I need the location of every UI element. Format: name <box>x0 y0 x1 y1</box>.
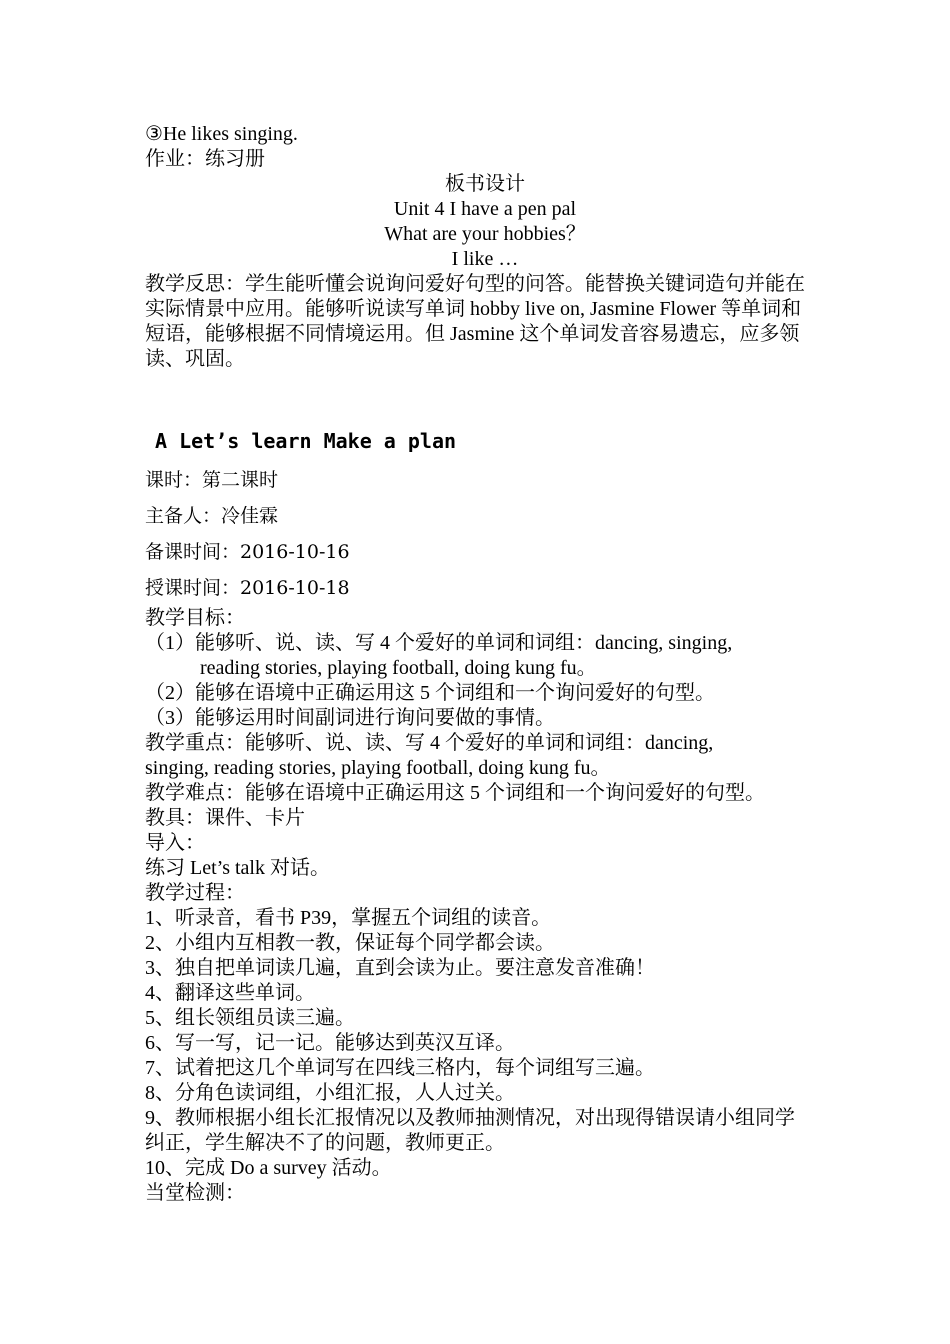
board-design-title: 板书设计 <box>445 173 525 195</box>
process-step: 5、组长领组员读三遍。 <box>145 1007 355 1029</box>
key-point-line-1: 教学重点：能够听、说、读、写 4 个爱好的单词和词组：dancing, <box>145 732 714 754</box>
process-step: 2、小组内互相教一教，保证每个同学都会读。 <box>145 932 555 954</box>
intro-text: 练习 Let’s talk 对话。 <box>145 857 330 879</box>
goal-2: （2）能够在语境中正确运用这 5 个词组和一个询问爱好的句型。 <box>145 682 715 704</box>
key-point-line-2: singing, reading stories, playing football, doing kung fu。 <box>145 757 611 779</box>
process-step: 4、翻译这些单词。 <box>145 982 315 1004</box>
in-class-check-label: 当堂检测： <box>145 1182 245 1204</box>
teaching-reflection: 教学反思：学生能听懂会说询问爱好句型的问答。能替换关键词造句并能在实际情景中应用。能够听说读写单词 hobby live on, Jasmine Flower 等单词和短语，能够根据不同情境运用。但 Jasmine 这个单词发音容易遗忘，应多领读、巩固。 <box>145 273 805 370</box>
difficulty-line: 教学难点：能够在语境中正确运用这 5 个词组和一个询问爱好的句型。 <box>145 782 765 804</box>
goal-1-line-2: reading stories, playing football, doing kung fu。 <box>200 657 597 679</box>
board-question-line: What are your hobbies？ <box>384 223 586 245</box>
document-page <box>145 122 825 1206</box>
process-step: 8、分角色读词组，小组汇报，人人过关。 <box>145 1082 515 1104</box>
board-answer-line: I like … <box>451 248 519 270</box>
process-step: 9、教师根据小组长汇报情况以及教师抽测情况，对出现得错误请小组同学纠正，学生解决不了的问题，教师更正。 <box>145 1107 795 1154</box>
goal-1-line-1: （1）能够听、说、读、写 4 个爱好的单词和词组：dancing, singing, <box>145 632 733 654</box>
teaching-tools: 教具：课件、卡片 <box>145 807 305 829</box>
section-title: A Let’s learn Make a plan <box>155 429 457 453</box>
process-step: 1、听录音，看书 P39，掌握五个词组的读音。 <box>145 907 552 929</box>
process-label: 教学过程： <box>145 882 245 904</box>
homework-line: 作业：练习册 <box>145 148 265 170</box>
intro-label: 导入： <box>145 832 205 854</box>
example-sentence: ③He likes singing. <box>145 123 298 145</box>
process-step: 3、独自把单词读几遍，直到会读为止。要注意发音准确！ <box>145 957 655 979</box>
goal-3: （3）能够运用时间副词进行询问要做的事情。 <box>145 707 555 729</box>
process-step: 6、写一写，记一记。能够达到英汉互译。 <box>145 1032 515 1054</box>
preparation-date: 备课时间：2016-10-16 <box>145 541 350 563</box>
lesson-period: 课时：第二课时 <box>145 469 279 491</box>
goals-label: 教学目标： <box>145 607 245 629</box>
process-step: 7、试着把这几个单词写在四线三格内，每个词组写三遍。 <box>145 1057 655 1079</box>
teaching-date: 授课时间：2016-10-18 <box>145 577 350 599</box>
process-step: 10、完成 Do a survey 活动。 <box>145 1157 392 1179</box>
board-unit-line: Unit 4 I have a pen pal <box>393 198 577 220</box>
main-preparer: 主备人：冷佳霖 <box>145 505 279 527</box>
